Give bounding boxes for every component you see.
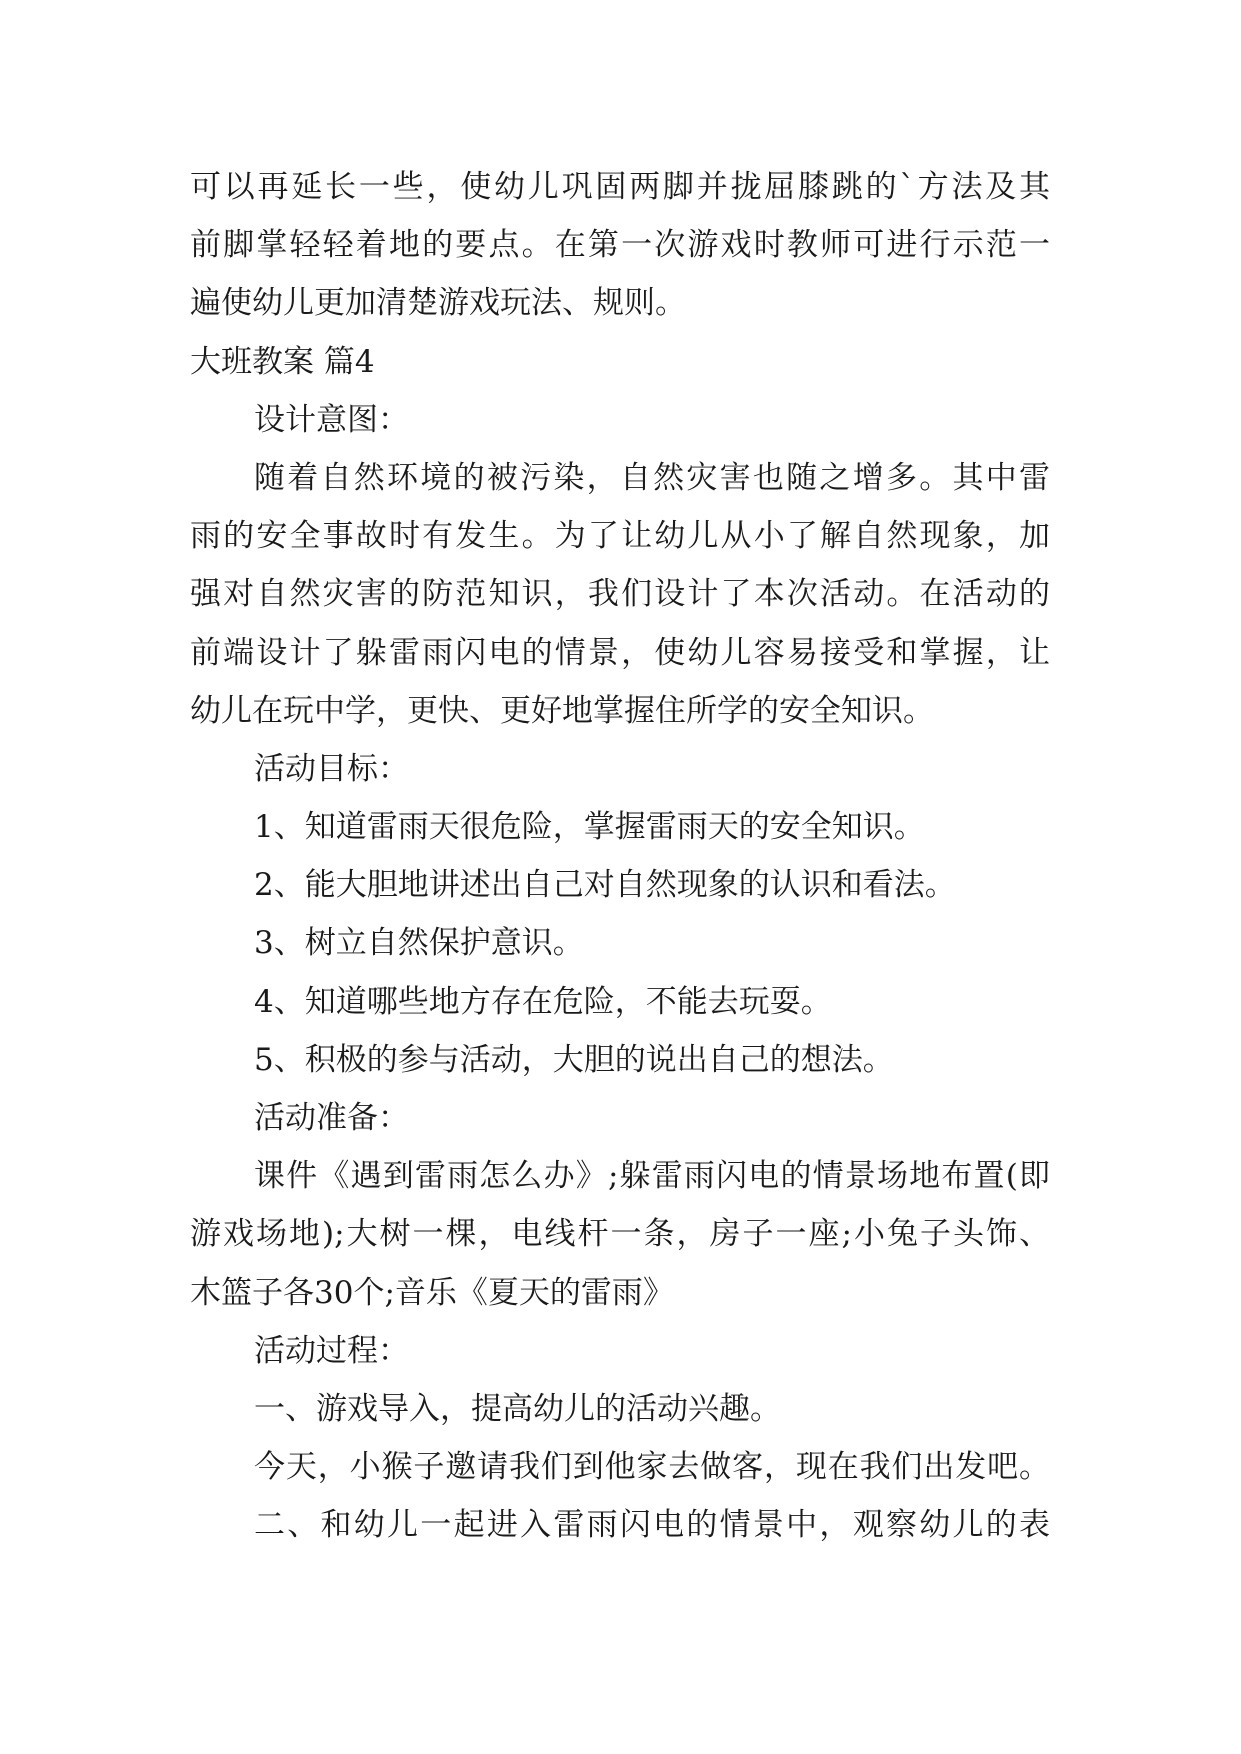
text-line: 前端设计了躲雷雨闪电的情景，使幼儿容易接受和掌握，让 [190, 634, 1050, 671]
text-line: 二、和幼儿一起进入雷雨闪电的情景中，观察幼儿的表 [254, 1507, 1050, 1544]
text-line: 幼儿在玩中学，更快、更好地掌握住所学的安全知识。 [190, 692, 934, 729]
text-line: 2、能大胆地讲述出自己对自然现象的认识和看法。 [254, 867, 956, 904]
document-body [190, 158, 1050, 1555]
text-line: 活动准备： [254, 1100, 409, 1136]
text-line: 随着自然环境的被污染，自然灾害也随之增多。其中雷 [254, 459, 1050, 496]
text-line: 3、树立自然保护意识。 [254, 925, 584, 962]
text-line: 5、积极的参与活动，大胆的说出自己的想法。 [254, 1041, 894, 1078]
text-line: 今天，小猴子邀请我们到他家去做客，现在我们出发吧。 [254, 1449, 1050, 1486]
section-heading: 大班教案 篇4 [190, 343, 375, 380]
text-line: 可以再延长一些，使幼儿巩固两脚并拢屈膝跳的`方法及其 [190, 169, 1050, 205]
text-line: 1、知道雷雨天很危险，掌握雷雨天的安全知识。 [254, 809, 925, 846]
text-line: 活动过程： [254, 1332, 409, 1369]
text-line: 雨的安全事故时有发生。为了让幼儿从小了解自然现象，加 [190, 518, 1050, 555]
text-line: 游戏场地);大树一棵，电线杆一条，房子一座;小兔子头饰、 [190, 1216, 1050, 1253]
text-line: 强对自然灾害的防范知识，我们设计了本次活动。在活动的 [190, 576, 1050, 613]
text-line: 活动目标： [254, 750, 409, 787]
text-line: 木篮子各30个;音乐《夏天的雷雨》 [190, 1274, 674, 1311]
text-line: 一、游戏导入，提高幼儿的活动兴趣。 [254, 1390, 781, 1427]
text-line: 4、知道哪些地方存在危险，不能去玩耍。 [254, 983, 832, 1020]
text-line: 设计意图： [254, 401, 409, 438]
text-line: 遍使幼儿更加清楚游戏玩法、规则。 [190, 285, 686, 322]
text-line: 前脚掌轻轻着地的要点。在第一次游戏时教师可进行示范一 [190, 227, 1050, 264]
text-line: 课件《遇到雷雨怎么办》;躲雷雨闪电的情景场地布置(即 [254, 1158, 1050, 1195]
